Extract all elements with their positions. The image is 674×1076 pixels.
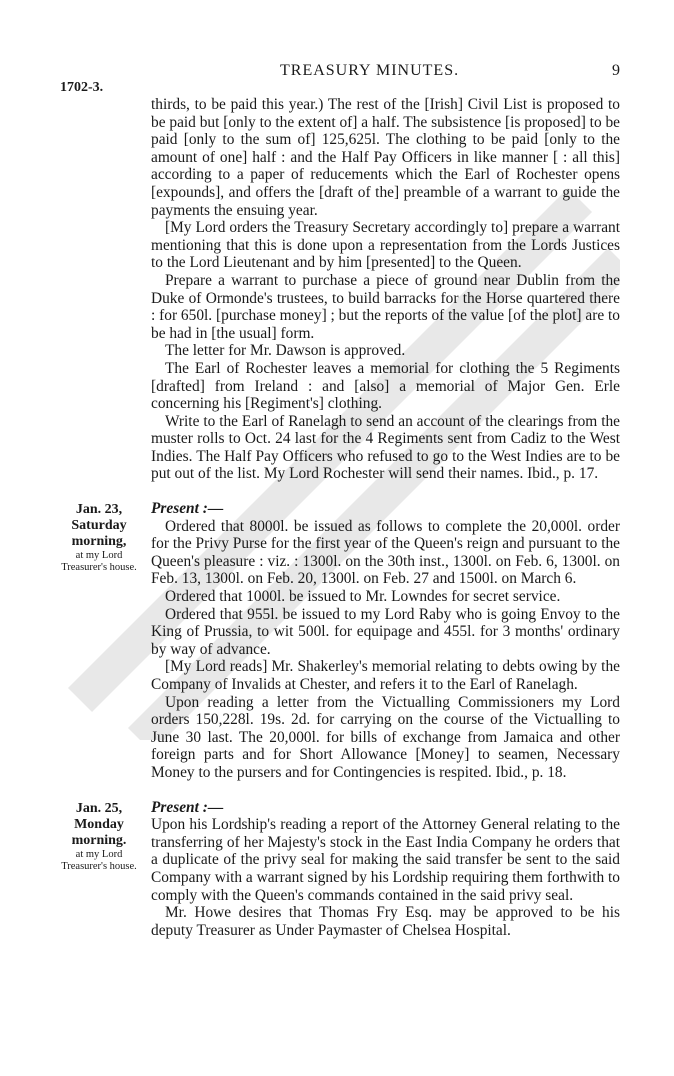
date-label: Jan. 23, <box>75 502 123 518</box>
paragraph: thirds, to be paid this year.) The rest of the [Irish] Civil List is proposed to be paid but [only to the extent of] a half. The subsistence [is proposed] to be paid [only to the sum of] 125,625l. The clothing to be paid [only to the amount of one] half : and the Half Pay Officers in like manner [ : all this] according to a paper of reducements which the Earl of Rochester opens [expounds], and offers the [draft of the] preamble of a warrant to guide the payments the ensuing year. <box>151 96 621 219</box>
paragraph: Ordered that 1000l. be issued to Mr. Lowndes for secret service. <box>165 588 561 606</box>
present-heading: Present :— <box>151 798 224 816</box>
time-label: morning, <box>71 534 127 550</box>
day-label: Monday <box>74 816 124 832</box>
paragraph: The letter for Mr. Dawson is approved. <box>165 342 406 360</box>
running-title: TREASURY MINUTES. <box>280 62 460 79</box>
paragraph: Ordered that 8000l. be issued as follows to complete the 20,000l. order for the Privy Purse for the first year of the Queen's reign and pursuant to the Queen's pleasure : viz. : 1300l. on the 30th inst., 1300l. on Feb. 6, 1300l. on Feb. 13, 1300l. on Feb. 20, 1300l. on Feb. 27 and 1500l. on March 6. <box>151 517 620 588</box>
day-label: Saturday <box>71 518 127 534</box>
margin-date <box>57 801 141 873</box>
paragraph: The Earl of Rochester leaves a memorial for clothing the 5 Regiments [drafted] from Ireland : and [also] a memorial of Major Gen. Erle concerning his [Regiment's] clothing. <box>151 359 620 413</box>
paragraph: Upon his Lordship's reading a report of the Attorney General relating to the transferring of her Majesty's stock in the East India Company he orders that a duplicate of the privy seal for making the said transfer be sent to the said Company with a warrant signed by his Lordship requiring them forthwith to comply with the Queen's commands contained in the said privy seal. <box>151 816 620 904</box>
page-header <box>60 62 620 95</box>
paragraph: Upon reading a letter from the Victualling Commissioners my Lord orders 150,228l. 19s. 2d. for carrying on the course of the Victualling to June 30 last. The 20,000l. for bills of exchange from Jamaica and other foreign parts and for Short Allowance [Money] to seamen, Necessary Money to the pursers and for Contingencies is respited. Ibid., p. 18. <box>151 693 620 781</box>
paragraph: Write to the Earl of Ranelagh to send an account of the clearings from the muster rolls to Oct. 24 last for the 4 Regiments sent from Cadiz to the West Indies. The Half Pay Officers who refused to go to the West Indies are to be put out of the list. My Lord Rochester will send their names. Ibid., p. 17. <box>151 412 620 483</box>
paragraph: [My Lord reads] Mr. Shakerley's memorial relating to debts owing by the Company of Invalids at Chester, and refers it to the Earl of Ranelagh. <box>151 658 620 693</box>
place-label: at my Lord Treasurer's house. <box>61 550 137 574</box>
present-heading: Present :— <box>151 500 224 518</box>
paragraph: Prepare a warrant to purchase a piece of ground near Dublin from the Duke of Ormonde's trustees, to build barracks for the Horse quartered there : for 650l. [purchase money] ; but the reports of the value [of the plot] are to be had in [the usual] form. <box>151 271 620 342</box>
place-label: at my Lord Treasurer's house. <box>61 848 137 872</box>
page-number: 9 <box>612 62 620 79</box>
section-jan-23 <box>61 500 620 782</box>
section-continuation <box>151 96 620 483</box>
margin-date <box>57 502 141 574</box>
year-marker: 1702-3. <box>60 80 104 95</box>
time-label: morning. <box>71 832 127 848</box>
paragraph: Ordered that 955l. be issued to my Lord Raby who is going Envoy to the King of Prussia, to wit 500l. for equipage and 455l. for 3 months' ordinary by way of advance. <box>151 605 620 658</box>
paragraph: [My Lord orders the Treasury Secretary accordingly to] prepare a warrant mentioning that this is done upon a representation from the Lords Justices to the Lord Lieutenant and by him [presented] to the Queen. <box>151 219 620 272</box>
document-body <box>61 96 621 939</box>
section-jan-25 <box>61 798 620 940</box>
date-label: Jan. 25, <box>75 800 123 816</box>
paragraph: Mr. Howe desires that Thomas Fry Esq. may be approved to be his deputy Treasurer as Under Paymaster of Chelsea Hospital. <box>151 904 620 939</box>
